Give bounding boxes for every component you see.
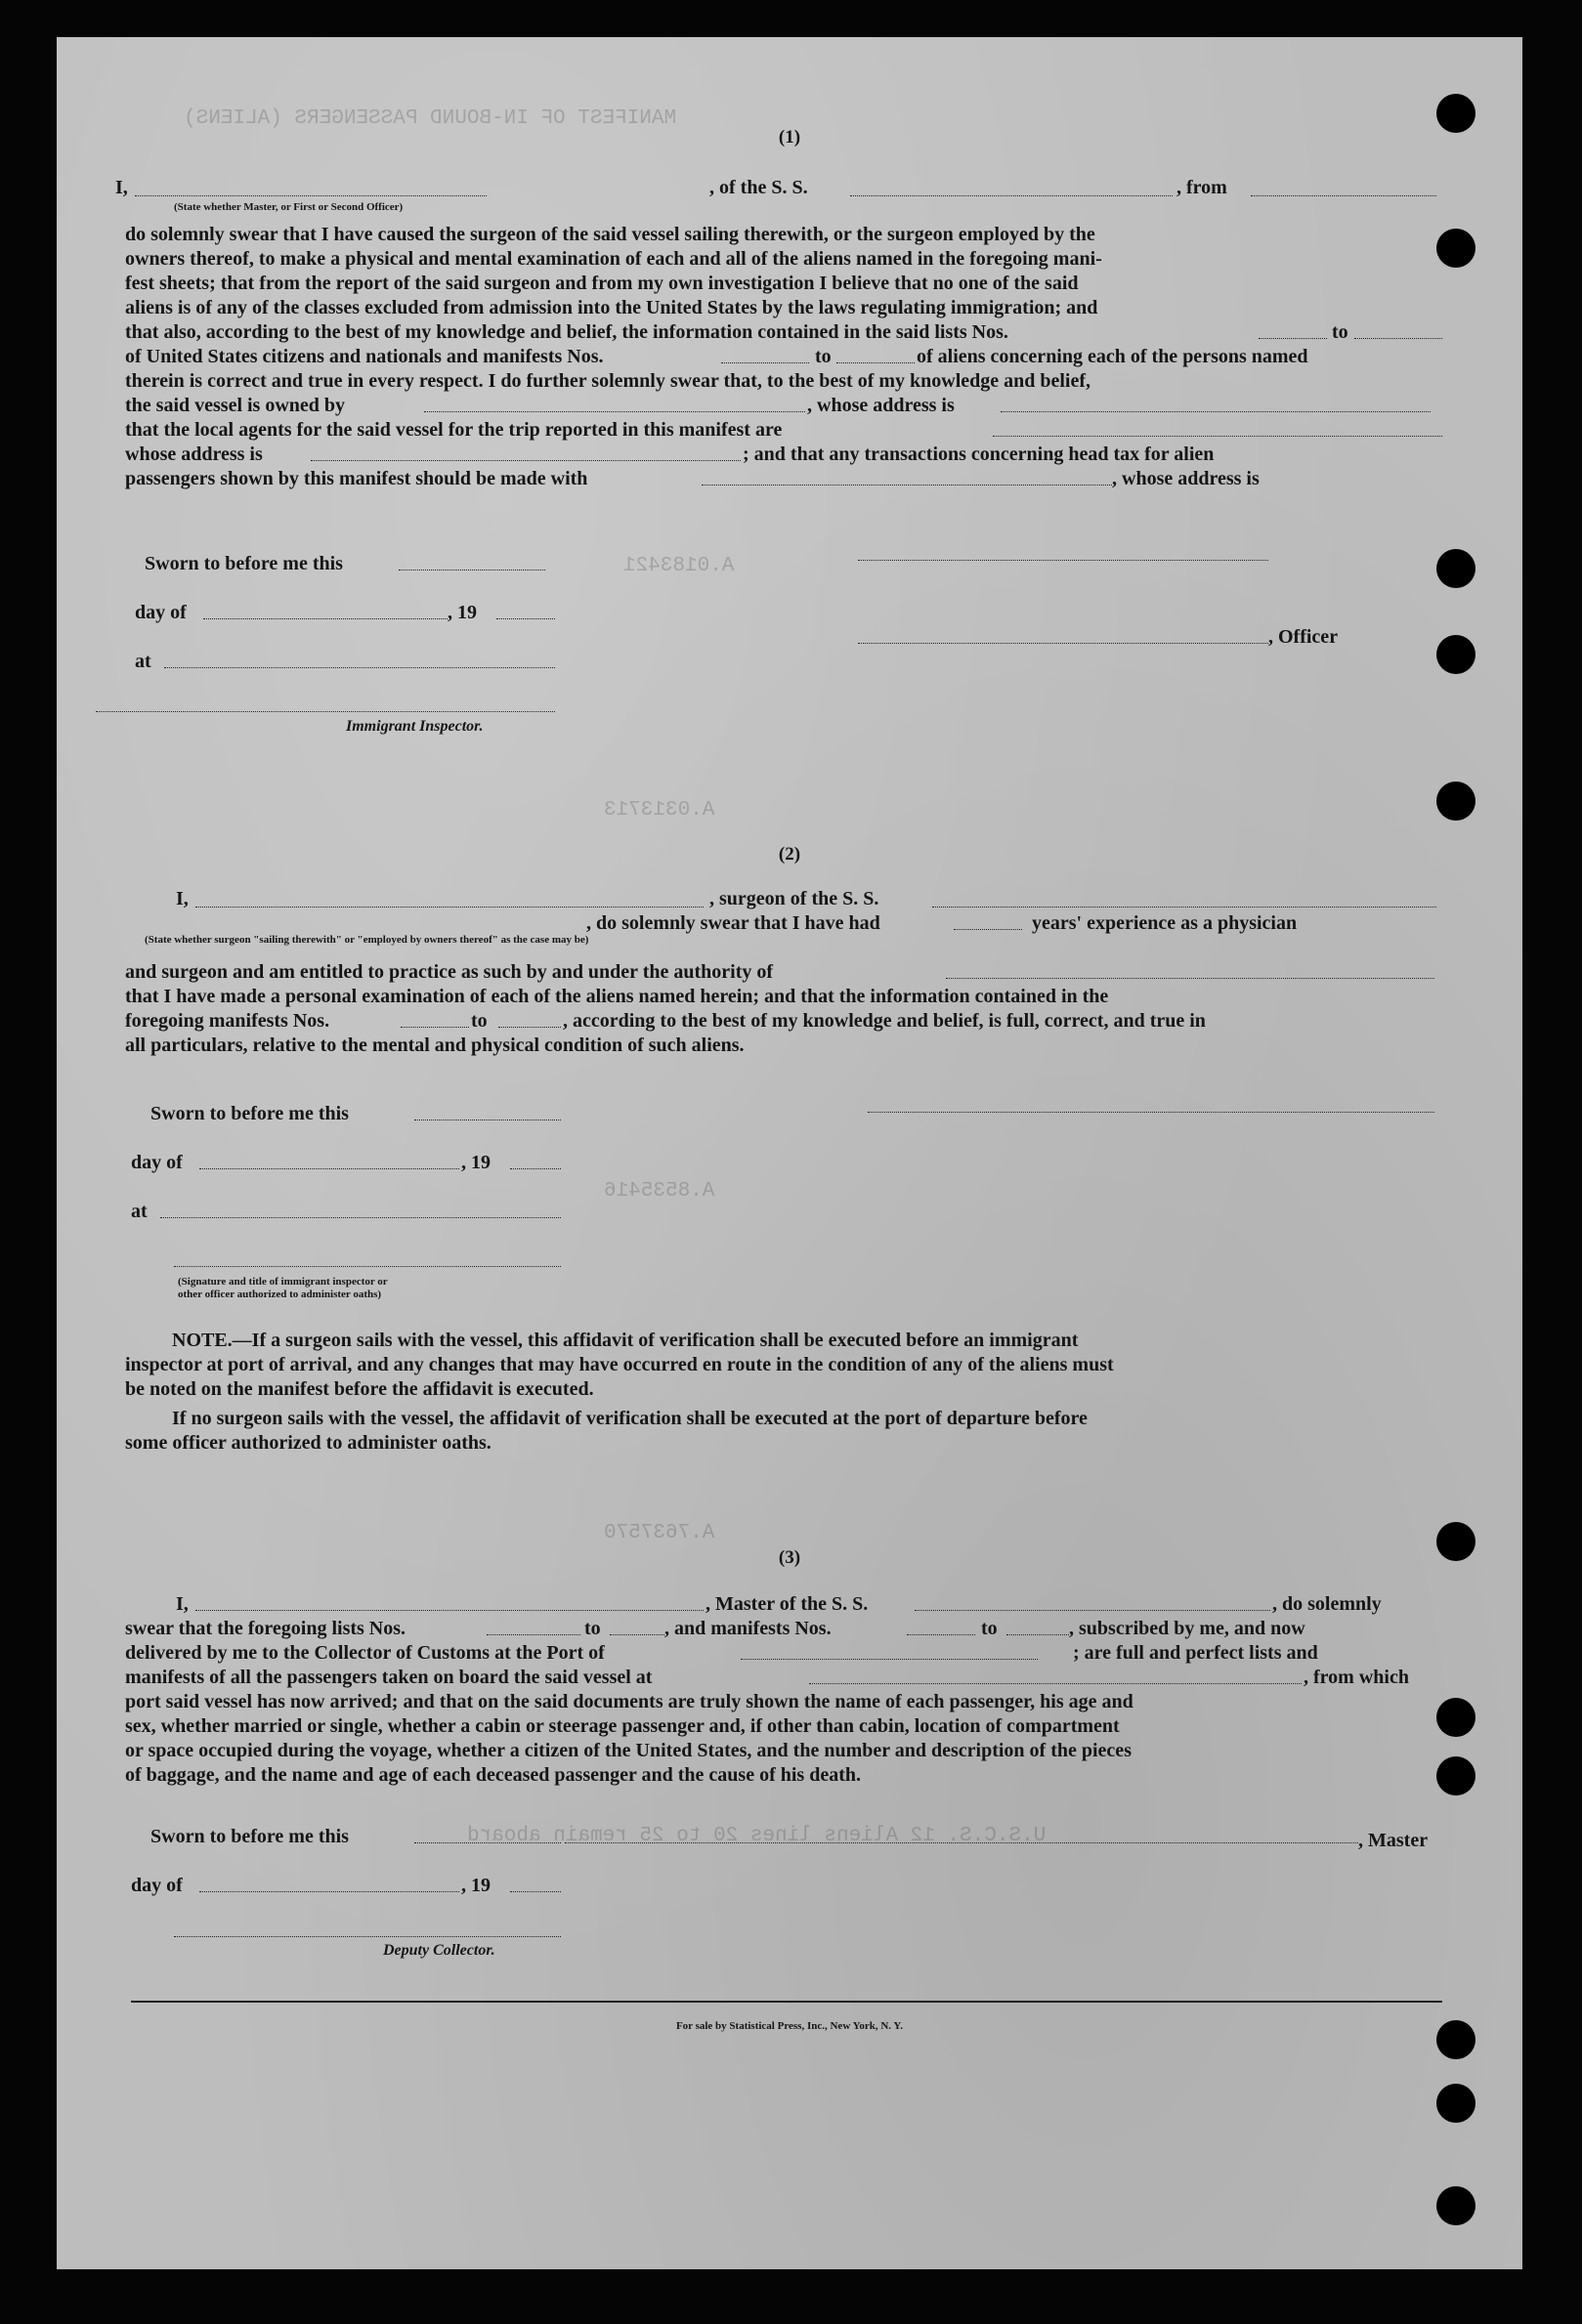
section-2-to: to xyxy=(471,1010,488,1032)
manifests-to-line-3 xyxy=(1006,1634,1069,1635)
section-3-line-3: manifests of all the passengers taken on board the said vessel at xyxy=(125,1667,653,1688)
section-3-line-4: port said vessel has now arrived; and that on the said documents are truly shown the name of each passenger, his age and xyxy=(125,1691,1133,1712)
master-name-line-3 xyxy=(195,1610,704,1611)
section-3-sworn: Sworn to before me this xyxy=(150,1826,349,1847)
at-line xyxy=(164,667,555,668)
section-1-officer: , Officer xyxy=(1268,626,1339,648)
section-1-line-3: fest sheets; that from the report of the said surgeon and from my own investigation I believe that no one of the said xyxy=(125,273,1079,294)
section-1-line-7: therein is correct and true in every respect. I do further solemnly swear that, to the best of my knowledge and belief, xyxy=(125,370,1091,392)
section-1-from: , from xyxy=(1176,177,1227,198)
section-3-line-2: delivered by me to the Collector of Customs at the Port of xyxy=(125,1642,605,1664)
section-2-surgeon-of: , surgeon of the S. S. xyxy=(709,888,879,909)
section-3-day-of: day of xyxy=(131,1875,183,1896)
boarding-port-line xyxy=(809,1683,1302,1684)
section-3-year: , 19 xyxy=(461,1875,491,1896)
ship-name-line-3 xyxy=(915,1610,1270,1611)
ship-name-line xyxy=(850,195,1173,196)
section-2-note-line-3: be noted on the manifest before the affidavit is executed. xyxy=(125,1378,594,1400)
deputy-signature-line xyxy=(174,1936,561,1937)
section-1-line-1: do solemnly swear that I have caused the surgeon of the said vessel sailing therewith, or the surgeon employed by the xyxy=(125,224,1095,245)
footer-rule xyxy=(131,2001,1442,2003)
section-3-number: (3) xyxy=(778,1547,801,1568)
footer-printer-note: For sale by Statistical Press, Inc., New York, N. Y. xyxy=(675,2020,904,2032)
section-1-line-8: the said vessel is owned by xyxy=(125,395,346,416)
inspector-signature-line xyxy=(96,711,555,712)
authority-line xyxy=(946,978,1434,979)
lists-from-line xyxy=(1259,338,1327,339)
day-of-line-2 xyxy=(199,1168,459,1169)
section-2-number: (2) xyxy=(778,844,801,865)
section-2-line-4: all particulars, relative to the mental and physical condition of such aliens. xyxy=(125,1035,745,1056)
section-1-line-11: passengers shown by this manifest should be made with xyxy=(125,468,588,489)
section-2-sig-note-1: (Signature and title of immigrant inspector or xyxy=(178,1276,388,1288)
section-3-line-6: or space occupied during the voyage, whether a citizen of the United States, and the number and description of the pieces xyxy=(125,1740,1132,1761)
section-3-deputy: Deputy Collector. xyxy=(383,1942,495,1959)
section-3-do-solemnly: , do solemnly xyxy=(1272,1593,1382,1615)
section-1-sworn: Sworn to before me this xyxy=(145,553,343,574)
section-1-number: (1) xyxy=(778,127,801,148)
punch-hole xyxy=(1436,229,1475,268)
from-port-line xyxy=(1251,195,1436,196)
section-2-line-2: that I have made a personal examination of each of the aliens named herein; and that the information contained in the xyxy=(125,986,1109,1007)
punch-hole xyxy=(1436,782,1475,821)
section-2-note-line-5: some officer authorized to administer oaths. xyxy=(125,1432,492,1454)
surgeon-signature-line xyxy=(868,1112,1434,1113)
section-1-line-10: whose address is xyxy=(125,444,263,465)
manifests-to-line xyxy=(836,362,915,363)
section-3-to: to xyxy=(584,1618,601,1639)
section-2-sig-note-2: other officer authorized to administer oaths) xyxy=(178,1289,382,1300)
lists-from-line-3 xyxy=(487,1634,580,1635)
section-3-and-manifests: , and manifests Nos. xyxy=(664,1618,832,1639)
section-2-i-label: I, xyxy=(176,888,189,909)
officer-signature-line xyxy=(858,560,1268,561)
manifests-from-line-3 xyxy=(907,1634,975,1635)
section-1-whose-address-2: , whose address is xyxy=(1112,468,1260,489)
section-1-to2: to xyxy=(815,346,832,367)
section-2-year: , 19 xyxy=(461,1152,491,1173)
punch-hole xyxy=(1436,2084,1475,2123)
agents-address-line xyxy=(311,460,741,461)
surgeon-name-line xyxy=(195,907,704,908)
port-line xyxy=(741,1659,1038,1660)
section-2-line-1: and surgeon and am entitled to practice as such by and under the authority of xyxy=(125,961,774,983)
bleed-through-text: A.0183421 xyxy=(623,555,735,577)
years-experience-line xyxy=(954,929,1022,930)
section-3-master-of: , Master of the S. S. xyxy=(705,1593,869,1615)
inspector-signature-line-2 xyxy=(174,1266,561,1267)
section-1-line-6: of United States citizens and nationals and manifests Nos. xyxy=(125,346,604,367)
section-2-day-of: day of xyxy=(131,1152,183,1173)
section-1-head-tax: ; and that any transactions concerning head tax for alien xyxy=(743,444,1215,465)
section-2-swear: , do solemnly swear that I have had xyxy=(586,912,880,934)
bleed-through-text: A.0313713 xyxy=(604,799,715,822)
owner-line xyxy=(424,411,805,412)
section-3-from-which: , from which xyxy=(1304,1667,1409,1688)
year-line-2 xyxy=(510,1168,561,1169)
section-1-at: at xyxy=(135,651,151,672)
section-2-note-line-1: NOTE.—If a surgeon sails with the vessel, this affidavit of verification shall be executed before an immigrant xyxy=(172,1330,1079,1351)
section-2-sworn: Sworn to before me this xyxy=(150,1103,349,1124)
agents-line xyxy=(993,436,1442,437)
manifests-from-line-2 xyxy=(401,1027,469,1028)
day-of-line xyxy=(203,618,448,619)
section-3-master: , Master xyxy=(1358,1830,1429,1851)
section-1-of-aliens: of aliens concerning each of the persons named xyxy=(917,346,1308,367)
section-1-day-of: day of xyxy=(135,602,187,623)
bleed-through-text: U.S.C.S. 12 Aliens lines 20 to 25 remain aboard xyxy=(467,1825,1047,1847)
section-1-line-2: owners thereof, to make a physical and mental examination of each and all of the aliens named in the foregoing mani- xyxy=(125,248,1102,270)
section-3-full-perfect: ; are full and perfect lists and xyxy=(1073,1642,1318,1664)
punch-hole xyxy=(1436,635,1475,674)
head-tax-party-line xyxy=(702,485,1112,486)
manifests-from-line xyxy=(721,362,809,363)
lists-to-line-3 xyxy=(610,1634,664,1635)
master-signature-line xyxy=(565,1842,1358,1843)
master-name-line xyxy=(135,195,487,196)
manifests-to-line-2 xyxy=(498,1027,561,1028)
section-2-years: years' experience as a physician xyxy=(1032,912,1298,934)
section-3-line-1: swear that the foregoing lists Nos. xyxy=(125,1618,406,1639)
section-1-line-5: that also, according to the best of my knowledge and belief, the information contained in the said lists Nos. xyxy=(125,321,1008,343)
section-1-to: to xyxy=(1332,321,1348,343)
punch-hole xyxy=(1436,2186,1475,2225)
punch-hole xyxy=(1436,549,1475,588)
year-line xyxy=(496,618,555,619)
section-2-i-note: (State whether surgeon "sailing therewith" or "employed by owners thereof" as the case may be) xyxy=(145,934,589,946)
sworn-date-line-3 xyxy=(414,1842,561,1843)
section-1-inspector: Immigrant Inspector. xyxy=(346,718,484,735)
owner-address-line xyxy=(1001,411,1431,412)
section-3-line-5: sex, whether married or single, whether a cabin or steerage passenger and, if other than cabin, location of compartment xyxy=(125,1715,1120,1737)
section-3-line-7: of baggage, and the name and age of each deceased passenger and the cause of his death. xyxy=(125,1764,861,1786)
officer-signature-line-2 xyxy=(858,643,1268,644)
day-of-line-3 xyxy=(199,1891,459,1892)
section-1-i-note: (State whether Master, or First or Second Officer) xyxy=(174,201,404,213)
at-line-2 xyxy=(160,1217,561,1218)
section-1-line-4: aliens is of any of the classes excluded from admission into the United States by the laws regulating immigration; and xyxy=(125,297,1098,318)
section-3-subscribed: , subscribed by me, and now xyxy=(1069,1618,1305,1639)
section-2-according: , according to the best of my knowledge and belief, is full, correct, and true in xyxy=(563,1010,1206,1032)
section-2-note-line-2: inspector at port of arrival, and any changes that may have occurred en route in the condition of any of the aliens must xyxy=(125,1354,1114,1375)
bleed-through-text: MANIFEST OF IN-BOUND PASSENGERS (ALIENS) xyxy=(184,107,677,130)
section-1-line-9: that the local agents for the said vessel for the trip reported in this manifest are xyxy=(125,419,783,441)
section-3-i-label: I, xyxy=(176,1593,189,1615)
manifest-back-page xyxy=(57,37,1522,2269)
lists-to-line xyxy=(1354,338,1442,339)
section-1-i-label: I, xyxy=(115,177,128,198)
surgeon-ship-line xyxy=(932,907,1436,908)
section-2-note-line-4: If no surgeon sails with the vessel, the affidavit of verification shall be executed at the port of departure before xyxy=(172,1408,1088,1429)
section-1-of-ss: , of the S. S. xyxy=(709,177,808,198)
section-3-to2: to xyxy=(981,1618,998,1639)
year-line-3 xyxy=(510,1891,561,1892)
section-1-year: , 19 xyxy=(448,602,477,623)
punch-hole xyxy=(1436,1756,1475,1796)
section-2-at: at xyxy=(131,1201,148,1222)
bleed-through-text: A.8535416 xyxy=(604,1180,715,1203)
bleed-through-text: A.7637570 xyxy=(604,1522,715,1544)
punch-hole xyxy=(1436,1698,1475,1737)
section-1-whose-address: , whose address is xyxy=(807,395,955,416)
section-2-line-3: foregoing manifests Nos. xyxy=(125,1010,330,1032)
